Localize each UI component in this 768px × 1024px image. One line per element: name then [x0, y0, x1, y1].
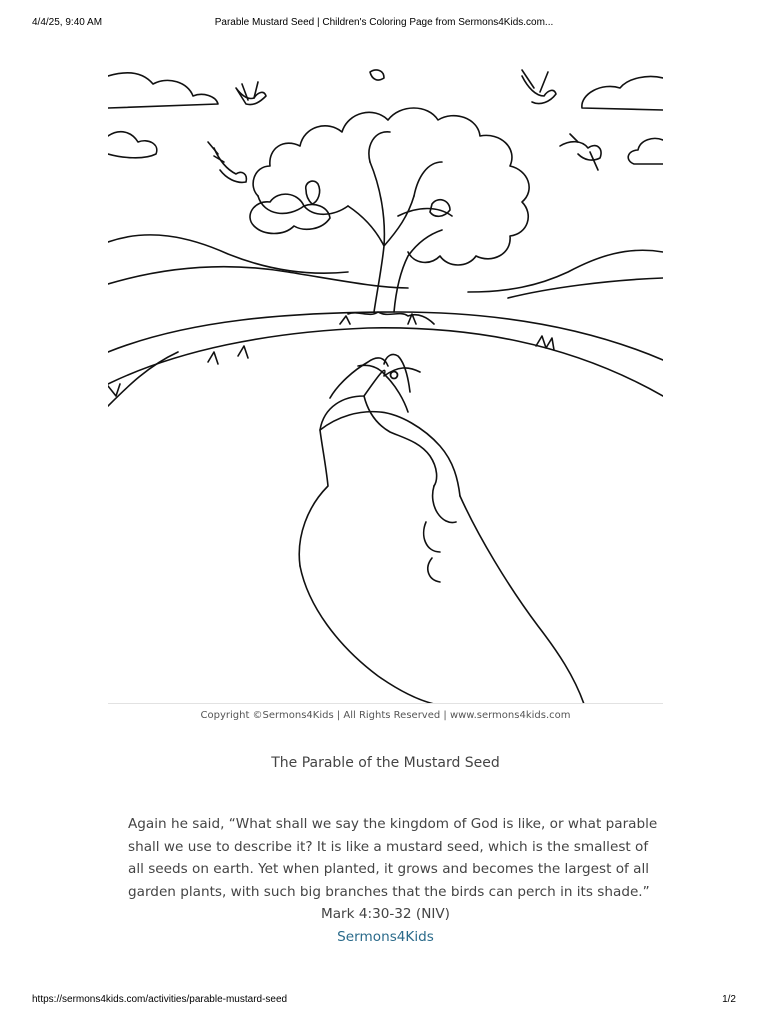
page-heading: The Parable of the Mustard Seed: [271, 755, 500, 771]
cloud-icon: [108, 132, 157, 158]
bird-icon: [560, 134, 601, 170]
bird-icon: [370, 70, 384, 80]
bird-icon: [430, 200, 450, 217]
copyright-notice: Copyright ©Sermons4Kids | All Rights Reserved | www.sermons4kids.com: [200, 710, 571, 721]
bird-icon: [236, 82, 266, 105]
hill-icon: [108, 235, 663, 406]
verse-reference: Mark 4:30-32 (NIV): [321, 906, 450, 922]
cloud-icon: [108, 73, 218, 108]
hand-icon: [299, 354, 584, 704]
verse-line: all seeds on earth. Yet when planted, it grows and becomes the largest of all: [128, 861, 650, 877]
bird-icon: [306, 181, 320, 204]
print-url: https://sermons4kids.com/activities/parable-mustard-seed: [32, 994, 288, 1005]
scripture-verse: [128, 813, 658, 948]
illustration-divider: [108, 703, 663, 704]
bird-icon: [522, 70, 556, 104]
verse-line: shall we use to describe it? It is like a mustard seed, which is the smallest of: [128, 838, 649, 855]
print-page-title: Parable Mustard Seed | Children's Coloring Page from Sermons4Kids.com...: [214, 17, 554, 28]
bird-icon: [208, 142, 246, 182]
print-footer: [32, 994, 736, 1008]
cloud-icon: [582, 76, 663, 110]
sermons4kids-link[interactable]: Sermons4Kids: [337, 928, 434, 945]
verse-line: garden plants, with such big branches that the birds can perch in its shade.”: [128, 883, 650, 900]
page-number: 1/2: [722, 994, 736, 1005]
mustard-seed-icon: [391, 372, 398, 379]
cloud-icon: [628, 138, 663, 164]
print-date: 4/4/25, 9:40 AM: [32, 17, 103, 28]
coloring-page-illustration: [108, 66, 663, 704]
verse-line: Again he said, “What shall we say the kingdom of God is like, or what parable: [128, 816, 658, 832]
print-header: [32, 17, 736, 31]
